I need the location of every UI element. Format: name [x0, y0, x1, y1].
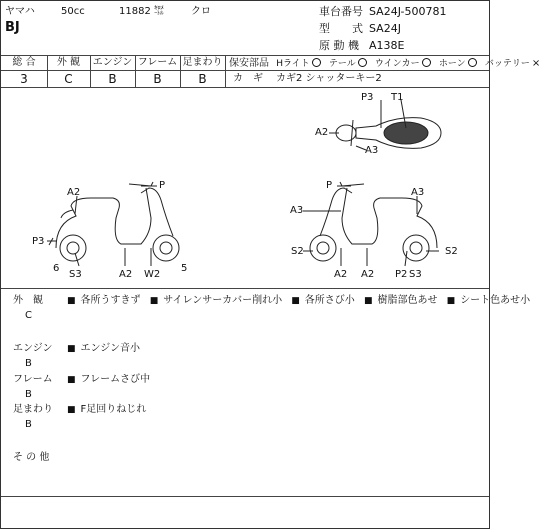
remark-label-frame: フレーム — [13, 374, 53, 385]
remark-label-suspension: 足まわり — [13, 404, 53, 415]
diagram-label: T1 — [391, 92, 404, 103]
parts-row — [229, 58, 540, 69]
frame-no-label: 車台番号 — [319, 5, 363, 18]
remark-notes-frame: ■ フレームさび中 — [67, 374, 151, 385]
remark-grade-suspension: B — [25, 419, 32, 430]
type-value: SA24J — [369, 22, 401, 35]
grade-suspension: B — [198, 72, 207, 86]
bullet-icon: ■ — [67, 296, 76, 306]
diagram-label: A2 — [67, 187, 81, 198]
bullet-icon: ■ — [67, 405, 76, 415]
engine-value: A138E — [369, 39, 405, 52]
displacement: 50cc — [61, 6, 85, 17]
circle-mark-icon — [358, 58, 367, 67]
circle-mark-icon — [312, 58, 321, 67]
remark-notes-exterior: ■ 各所うすきず ■ サイレンサーカバー削れ小 ■ 各所さび小 ■ 樹脂部色あせ ■ シート色あせ小 — [67, 295, 531, 306]
diagram-label: A2 — [334, 269, 348, 280]
cross-mark-icon: × — [531, 58, 540, 69]
part-horn: ホーン — [439, 58, 477, 69]
grade-engine: B — [108, 72, 117, 86]
model-name: BJ — [5, 20, 20, 35]
key-label: カ ギ — [233, 73, 263, 84]
grade-exterior: C — [64, 72, 73, 86]
bullet-icon: ■ — [291, 296, 300, 306]
bullet-icon: ■ — [363, 296, 373, 306]
bullet-icon: ■ — [67, 344, 76, 354]
maker: ヤマハ — [5, 6, 35, 17]
key-value: カギ2 シャッターキー2 — [276, 73, 382, 84]
diagram-label: 6 — [53, 263, 60, 274]
diagram-label: A2 — [119, 269, 133, 280]
mileage: 11882 ㌖ — [119, 6, 164, 17]
diagram-label: P2 — [395, 269, 408, 280]
frame-no: SA24J-500781 — [369, 5, 447, 18]
part-tail: テール — [329, 58, 367, 69]
diagram-label: W2 — [144, 269, 161, 280]
remark-notes-engine: ■ エンジン音小 — [67, 343, 141, 354]
bullet-icon: ■ — [67, 375, 76, 385]
top-view-scooter-icon — [336, 118, 441, 149]
diagram-label: P3 — [32, 236, 45, 247]
grade-header-overall: 総 合 — [12, 57, 36, 68]
part-headlight: Hライト — [276, 58, 321, 69]
grade-header-suspension: 足まわり — [182, 57, 223, 68]
engine-label: 原 動 機 — [319, 39, 359, 52]
type-label: 型 式 — [319, 22, 363, 35]
circle-mark-icon — [422, 58, 431, 67]
diagram-label: A2 — [315, 127, 329, 138]
grade-header-exterior: 外 観 — [56, 57, 81, 68]
diagram-label: 5 — [181, 263, 188, 274]
diagram-label: S2 — [445, 246, 458, 257]
remark-grade-engine: B — [25, 358, 32, 369]
bullet-icon: ■ — [446, 296, 456, 306]
part-battery: バッテリー × — [484, 58, 540, 69]
remark-label-other: そ の 他 — [13, 452, 50, 463]
grade-header-engine: エンジン — [92, 57, 133, 68]
color: クロ — [191, 6, 211, 17]
diagram-label: P3 — [361, 92, 374, 103]
grade-overall: 3 — [20, 72, 28, 86]
grade-frame: B — [153, 72, 162, 86]
grade-header-frame: フレーム — [137, 57, 178, 68]
diagram-label: P — [326, 180, 333, 191]
parts-label: 保安部品 — [229, 58, 269, 69]
diagram-label: S2 — [291, 246, 304, 257]
diagram-label: S3 — [409, 269, 422, 280]
diagram-label: A3 — [365, 145, 379, 156]
bullet-icon: ■ — [149, 296, 159, 306]
diagram-label: S3 — [69, 269, 82, 280]
diagram-label: A2 — [361, 269, 375, 280]
diagram-label: A3 — [290, 205, 304, 216]
remark-label-engine: エンジン — [13, 343, 53, 354]
diagram-label: A3 — [411, 187, 425, 198]
part-winker: ウインカー — [375, 58, 431, 69]
remark-notes-suspension: ■ F足回りねじれ — [67, 404, 147, 415]
circle-mark-icon — [468, 58, 477, 67]
remark-label-exterior: 外 観 — [13, 295, 43, 306]
diagram-label: P — [159, 180, 166, 191]
remark-grade-frame: B — [25, 389, 32, 400]
remark-grade-exterior: C — [25, 310, 32, 321]
